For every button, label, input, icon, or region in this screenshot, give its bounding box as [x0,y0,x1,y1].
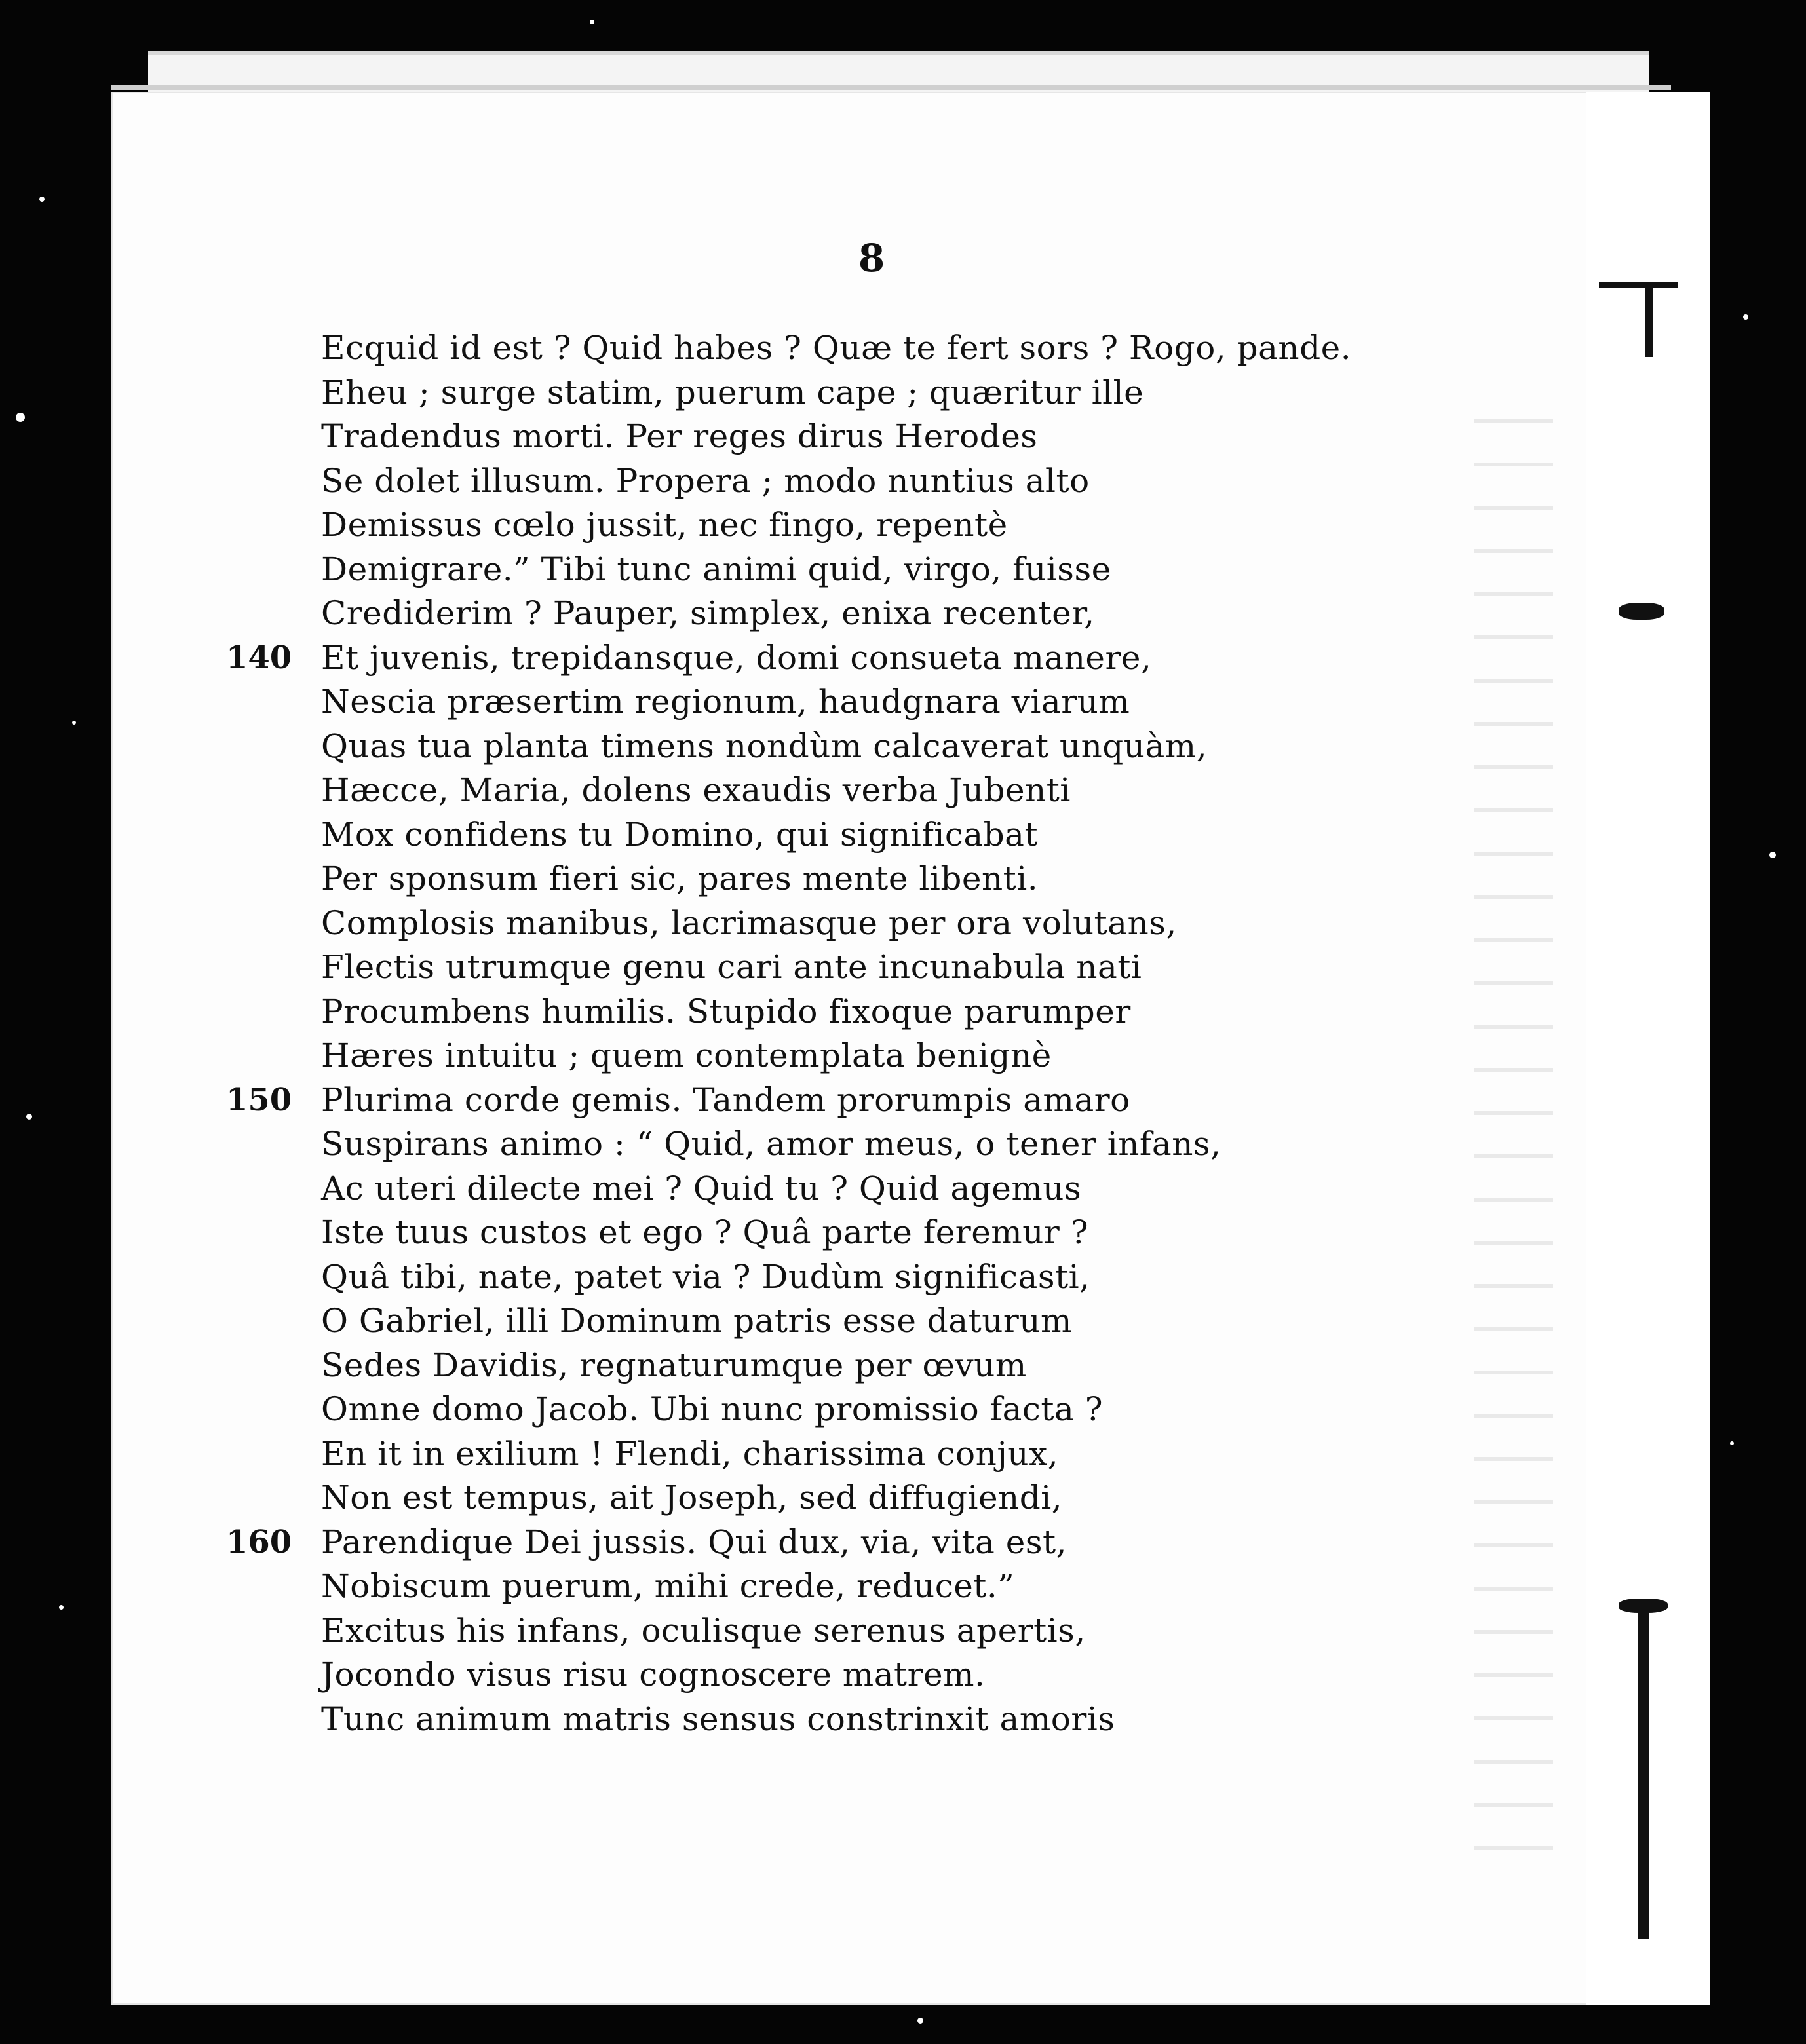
line-text: Complosis manibus, lacrimasque per ora volutans, [321,903,1177,942]
binding-mark-bottom-cap [1619,1599,1668,1613]
dust-speck [1743,314,1748,320]
line-text: Se dolet illusum. Propera ; modo nuntius alto [321,461,1090,500]
verse-line [111,1078,1710,1123]
verse-line [111,415,1710,459]
line-text: Excitus his infans, oculisque serenus apertis, [321,1611,1086,1650]
verse-line [111,1344,1710,1388]
dust-speck [590,20,594,24]
page-stack-line [111,85,1671,90]
verse-line [111,636,1710,681]
verse-line [111,1255,1710,1300]
line-text: Nescia præsertim regionum, haudgnara viarum [321,683,1130,721]
line-number: 150 [226,1081,292,1118]
verse-line [111,725,1710,769]
dust-speck [1730,1441,1734,1445]
line-text: Crediderim ? Pauper, simplex, enixa recenter, [321,594,1095,632]
line-text: Ecquid id est ? Quid habes ? Quæ te fert sors ? Rogo, pande. [321,329,1352,367]
line-text: Per sponsum fieri sic, pares mente libenti. [321,860,1039,898]
line-text: Hæcce, Maria, dolens exaudis verba Jubenti [321,771,1071,809]
verse-line [111,990,1710,1034]
line-text: Flectis utrumque genu cari ante incunabula nati [321,948,1142,986]
line-text: Non est tempus, ait Joseph, sed diffugiendi, [321,1479,1063,1517]
book-page [111,92,1710,2005]
verse-line [111,548,1710,592]
line-text: En it in exilium ! Flendi, charissima conjux, [321,1434,1059,1473]
binding-mark-middle [1619,603,1664,620]
verse-line [111,1388,1710,1432]
line-text: Nobiscum puerum, mihi crede, reducet.” [321,1567,1015,1605]
verse-line [111,768,1710,813]
poem-text [111,326,1710,1741]
dust-speck [26,1114,32,1120]
line-number: 160 [226,1523,292,1561]
line-text: Omne domo Jacob. Ubi nunc promissio facta ? [321,1390,1104,1428]
dust-speck [39,197,45,202]
dust-speck [72,721,76,725]
line-text: Eheu ; surge statim, puerum cape ; quæritur ille [321,373,1144,411]
line-text: Demigrare.” Tibi tunc animi quid, virgo, fuisse [321,550,1111,588]
verse-line [111,1432,1710,1477]
line-number: 140 [226,639,292,676]
line-text: Ac uteri dilecte mei ? Quid tu ? Quid agemus [321,1169,1082,1207]
line-text: Iste tuus custos et ego ? Quâ parte feremur ? [321,1213,1089,1251]
verse-line [111,1653,1710,1697]
binding-mark-bottom [1638,1599,1649,1939]
line-text: Jocondo visus risu cognoscere matrem. [321,1656,986,1694]
verse-line [111,326,1710,371]
page-number: 8 [858,236,885,280]
line-text: Hæres intuitu ; quem contemplata benignè [321,1036,1052,1074]
line-text: Quâ tibi, nate, patet via ? Dudùm significasti, [321,1257,1090,1296]
line-text: Plurima corde gemis. Tandem prorumpis amaro [321,1080,1130,1119]
verse-line [111,371,1710,415]
verse-line [111,1122,1710,1167]
dust-speck [59,1605,64,1610]
binding-mark-top [1599,282,1678,288]
verse-line [111,1521,1710,1565]
verse-line [111,1211,1710,1255]
verse-line [111,813,1710,858]
verse-line [111,592,1710,636]
verse-line [111,1609,1710,1654]
line-text: Parendique Dei jussis. Qui dux, via, vita est, [321,1523,1067,1561]
line-text: Procumbens humilis. Stupido fixoque parumper [321,992,1131,1031]
verse-line [111,459,1710,504]
line-text: Quas tua planta timens nondùm calcaverat unquàm, [321,727,1208,765]
dust-speck [917,2018,923,2024]
line-text: Tradendus morti. Per reges dirus Herodes [321,417,1038,455]
line-text: Tunc animum matris sensus constrinxit amoris [321,1699,1115,1738]
verse-line [111,1476,1710,1521]
verse-line [111,503,1710,548]
line-text: Demissus cœlo jussit, nec fingo, repentè [321,506,1008,544]
line-text: Et juvenis, trepidansque, domi consueta manere, [321,638,1152,677]
dust-speck [1769,852,1776,858]
verse-line [111,1697,1710,1742]
verse-line [111,680,1710,725]
verse-line [111,1167,1710,1211]
verse-line [111,945,1710,990]
verse-line [111,901,1710,946]
binding-mark-top-stem [1645,285,1653,357]
line-text: Sedes Davidis, regnaturumque per œvum [321,1346,1027,1384]
dust-speck [16,413,25,422]
verse-line [111,1564,1710,1609]
line-text: Mox confidens tu Domino, qui significabat [321,815,1039,854]
verse-line [111,1034,1710,1078]
line-text: O Gabriel, illi Dominum patris esse daturum [321,1302,1072,1340]
line-text: Suspirans animo : “ Quid, amor meus, o tener infans, [321,1125,1221,1163]
verse-line [111,1299,1710,1344]
verse-line [111,857,1710,901]
